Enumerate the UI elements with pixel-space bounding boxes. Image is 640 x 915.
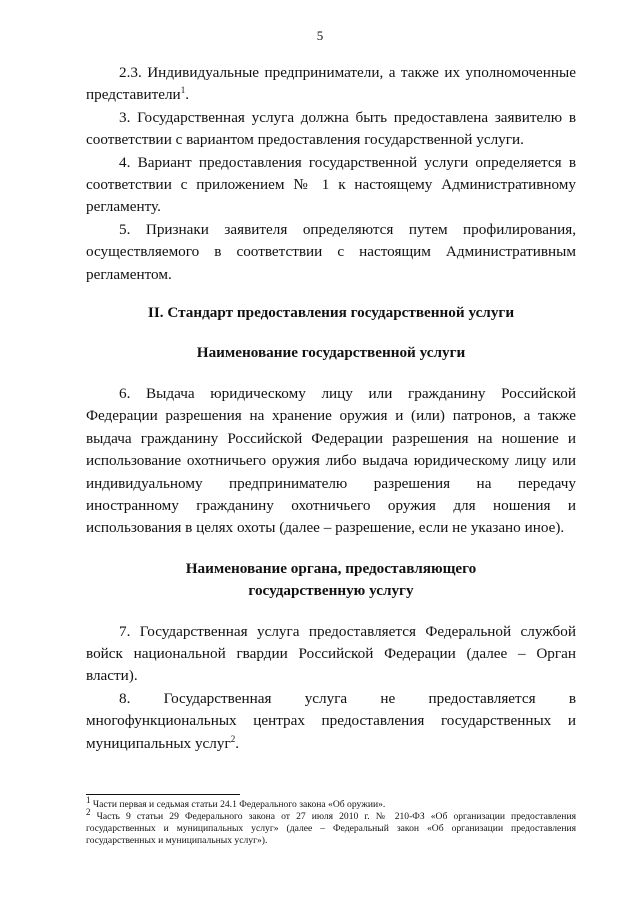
footnote-separator (86, 794, 240, 795)
section-title: II. Стандарт предоставления государственной услуги (147, 304, 515, 322)
subsection-title-authority-line-1: Наименование органа, предоставляющего (185, 559, 477, 577)
subsection-title-authority-line-2: государственную услугу (248, 582, 414, 600)
paragraph-3: 3. Государственная услуга должна быть предоставлена заявителю в соответствии с вариантом предоставления государственной услуги. (86, 108, 576, 149)
paragraph-7: 7. Государственная услуга предоставляется Федеральной службой войск национальной гвардии Российской Федерации (далее – Орган власти). (86, 622, 576, 685)
paragraph-6: 6. Выдача юридическому лицу или гражданину Российской Федерации разрешения на хранение оружия и (или) патронов, а также выдача гражданину Российской Федерации разрешения на ношение и использование охотничьего оружия либо выдача юридическому лицу или индивидуальному предпринимателю разрешения на передачу иностранному гражданину охотничьего оружия для ношения и использования в целях охоты (далее – разрешение, если не указано иное). (86, 384, 576, 537)
paragraph-2-3 (86, 62, 576, 107)
footnotes (86, 794, 576, 847)
footnote-ref-1: 1 (180, 85, 186, 96)
paragraph-8-tail: . (235, 734, 239, 752)
subsection-title-authority (86, 558, 576, 603)
paragraph-8-text: 8. Государственная услуга не предоставляется в многофункциональных центрах предоставления государственных и муниципальных услуг (86, 689, 576, 752)
footnote-2-text: Часть 9 статьи 29 Федерального закона от 27 июля 2010 г. № 210-ФЗ «Об организации предоставления государственных и муниципальных услуг» (далее – Федеральный закон «Об организации предоставления государственных и муниципальных услуг»). (86, 811, 576, 846)
footnote-1-text: Части первая и седьмая статьи 24.1 Федерального закона «Об оружии». (90, 799, 386, 810)
footnote-mark-2: 2 (86, 806, 91, 817)
paragraph-2-3-text: 2.3. Индивидуальные предприниматели, а также их уполномоченные представители (86, 64, 576, 104)
paragraph-8 (86, 688, 576, 755)
paragraph-4: 4. Вариант предоставления государственной услуги определяется в соответствии с приложением № 1 к настоящему Административному регламенту. (86, 153, 576, 216)
footnote-2 (86, 806, 576, 847)
subsection-title-service-name: Наименование государственной услуги (196, 344, 466, 362)
footnote-ref-2: 2 (230, 733, 236, 744)
paragraph-5: 5. Признаки заявителя определяются путем профилирования, осуществляемого в соответствии с настоящим Административным регламентом. (86, 220, 576, 283)
document-body (86, 62, 576, 755)
paragraph-2-3-tail: . (185, 86, 189, 104)
page-number: 5 (316, 28, 324, 43)
footnote-1 (86, 794, 576, 811)
footnote-mark-1: 1 (86, 794, 91, 805)
